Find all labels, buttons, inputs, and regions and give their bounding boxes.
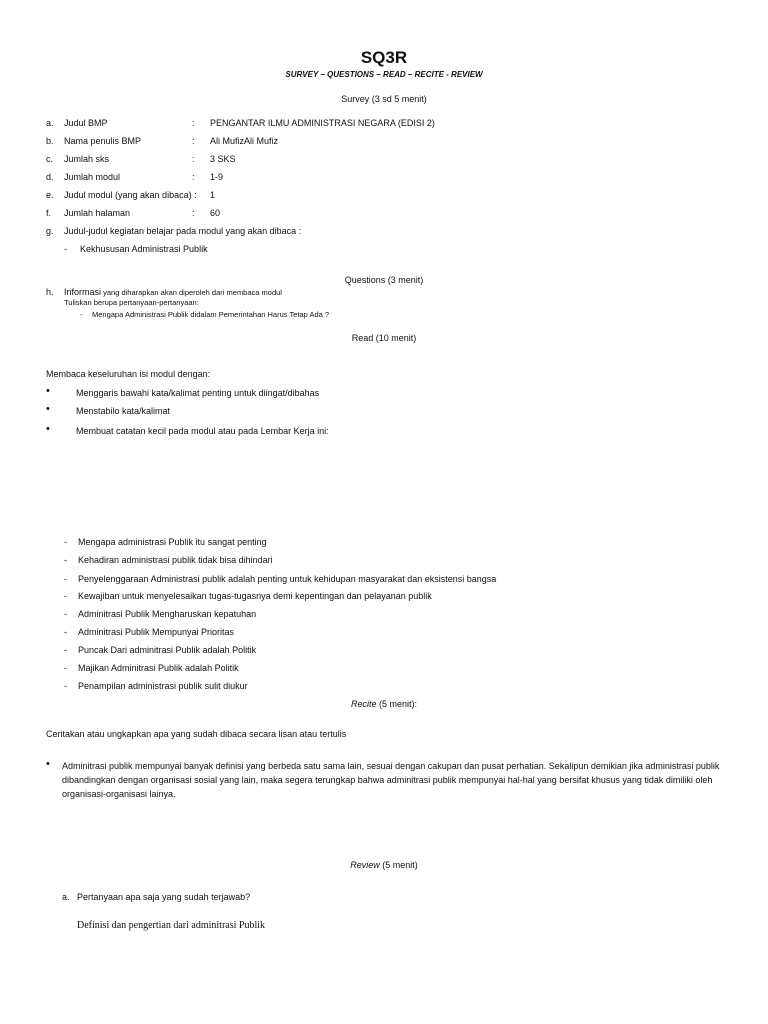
item-value: 3 SKS bbox=[210, 154, 236, 164]
list-item: Penyelenggaraan Administrasi publik adalah penting untuk kehidupan masyarakat dan eksistensi bangsa bbox=[78, 574, 497, 584]
list-item: Menggaris bawahi kata/kalimat penting untuk diingat/dibahas bbox=[76, 388, 320, 398]
item-label: Jumlah modul bbox=[64, 172, 121, 182]
dash: - bbox=[64, 574, 67, 584]
bullet-icon: • bbox=[46, 385, 50, 397]
review-question: Pertanyaan apa saja yang sudah terjawab? bbox=[77, 892, 251, 902]
item-letter: f. bbox=[46, 208, 52, 218]
document-subtitle: SURVEY – QUESTIONS – READ – RECITE - REVIEW bbox=[285, 70, 483, 79]
survey-heading: Survey (3 sd 5 menit) bbox=[341, 94, 427, 104]
item-letter: d. bbox=[46, 172, 54, 182]
list-item: Kewajiban untuk menyelesaikan tugas-tugasnya demi kepentingan dan pelayanan publik bbox=[78, 591, 432, 601]
item-letter: a. bbox=[62, 892, 70, 902]
read-heading: Read (10 menit) bbox=[351, 333, 417, 343]
review-heading bbox=[0, 860, 768, 870]
dash: - bbox=[64, 244, 67, 254]
item-letter: g. bbox=[46, 226, 54, 236]
item-label: Jumlah halaman bbox=[64, 208, 131, 218]
list-item: Penampilan administrasi publik sulit diukur bbox=[78, 681, 248, 691]
h-label-main: Informasi bbox=[64, 287, 102, 297]
item-label: Judul-judul kegiatan belajar pada modul yang akan dibaca : bbox=[64, 226, 302, 236]
item-label: Nama penulis BMP bbox=[64, 136, 142, 146]
list-item: Mengapa administrasi Publik itu sangat penting bbox=[78, 537, 267, 547]
item-letter: a. bbox=[46, 118, 54, 128]
item-value: 60 bbox=[210, 208, 221, 218]
document-title: SQ3R bbox=[360, 48, 408, 67]
review-heading-italic: Review bbox=[350, 860, 380, 870]
question-text: Mengapa Administrasi Publik didalam Pemerintahan Harus Tetap Ada ? bbox=[92, 310, 330, 319]
recite-heading bbox=[0, 699, 768, 709]
bullet-icon: • bbox=[46, 403, 50, 415]
list-item: Adminitrasi Publik Mempunyai Prioritas bbox=[78, 627, 235, 637]
list-item: Majikan Adminitrasi Publik adalah Politik bbox=[78, 663, 239, 673]
recite-intro: Ceritakan atau ungkapkan apa yang sudah dibaca secara lisan atau tertulis bbox=[46, 729, 347, 739]
item-colon: : bbox=[192, 118, 195, 128]
questions-h-label bbox=[64, 287, 282, 297]
bullet-icon: • bbox=[46, 758, 50, 770]
item-colon: : bbox=[192, 154, 195, 164]
dash: - bbox=[64, 681, 67, 691]
dash: - bbox=[80, 310, 83, 319]
item-label: Judul modul (yang akan dibaca) : bbox=[64, 190, 197, 200]
dash: - bbox=[64, 555, 67, 565]
dash: - bbox=[64, 645, 67, 655]
dash: - bbox=[64, 591, 67, 601]
item-letter: b. bbox=[46, 136, 54, 146]
subitem-text: Kekhususan Administrasi Publik bbox=[80, 244, 208, 254]
questions-heading: Questions (3 menit) bbox=[344, 275, 424, 285]
bullet-icon: • bbox=[46, 423, 50, 435]
review-heading-rest: (5 menit) bbox=[379, 860, 418, 870]
item-value: 1 bbox=[210, 190, 216, 200]
recite-heading-italic: Recite bbox=[350, 699, 377, 709]
dash: - bbox=[64, 627, 67, 637]
recite-paragraph: Adminitrasi publik mempunyai banyak definisi yang berbeda satu sama lain, sesuai dengan cakupan dan pusat perhatian. Sekalipun demikian jika administrasi publik dibandingkan dengan organisasi sosial yang lain, maka segera terungkap bahwa adminitrasi publik mempunyai hal-hal yang bersifat khusus yang tidak dimiliki oleh organisasi-organisasi lainya. bbox=[62, 761, 720, 799]
dash: - bbox=[64, 663, 67, 673]
h-label-rest: yang diharapkan akan diperoleh dari membaca modul bbox=[101, 288, 282, 297]
item-colon: : bbox=[192, 136, 195, 146]
item-label: Judul BMP bbox=[64, 118, 108, 128]
list-item: Menstabilo kata/kalimat bbox=[76, 406, 171, 416]
item-value: PENGANTAR ILMU ADMINISTRASI NEGARA (EDISI 2) bbox=[210, 118, 435, 128]
item-value: Ali MufizAli Mufiz bbox=[210, 136, 279, 146]
item-letter: e. bbox=[46, 190, 54, 200]
list-item: Membuat catatan kecil pada modul atau pada Lembar Kerja ini: bbox=[76, 426, 329, 436]
item-letter: h. bbox=[46, 287, 54, 297]
item-value: 1-9 bbox=[210, 172, 224, 182]
item-letter: c. bbox=[46, 154, 54, 164]
questions-h-sub: Tuliskan berupa pertanyaan-pertanyaan: bbox=[64, 298, 199, 307]
item-colon: : bbox=[192, 172, 195, 182]
list-item: Adminitrasi Publik Mengharuskan kepatuhan bbox=[78, 609, 257, 619]
item-colon: : bbox=[192, 208, 195, 218]
dash: - bbox=[64, 537, 67, 547]
review-answer: Definisi dan pengertian dari adminitrasi Publik bbox=[77, 920, 266, 931]
dash: - bbox=[64, 609, 67, 619]
read-intro: Membaca keseluruhan isi modul dengan: bbox=[46, 369, 211, 379]
recite-heading-rest: (5 menit): bbox=[376, 699, 418, 709]
list-item: Kehadiran administrasi publik tidak bisa dihindari bbox=[78, 555, 273, 565]
list-item: Puncak Dari adminitrasi Publik adalah Politik bbox=[78, 645, 257, 655]
item-label: Jumlah sks bbox=[64, 154, 110, 164]
